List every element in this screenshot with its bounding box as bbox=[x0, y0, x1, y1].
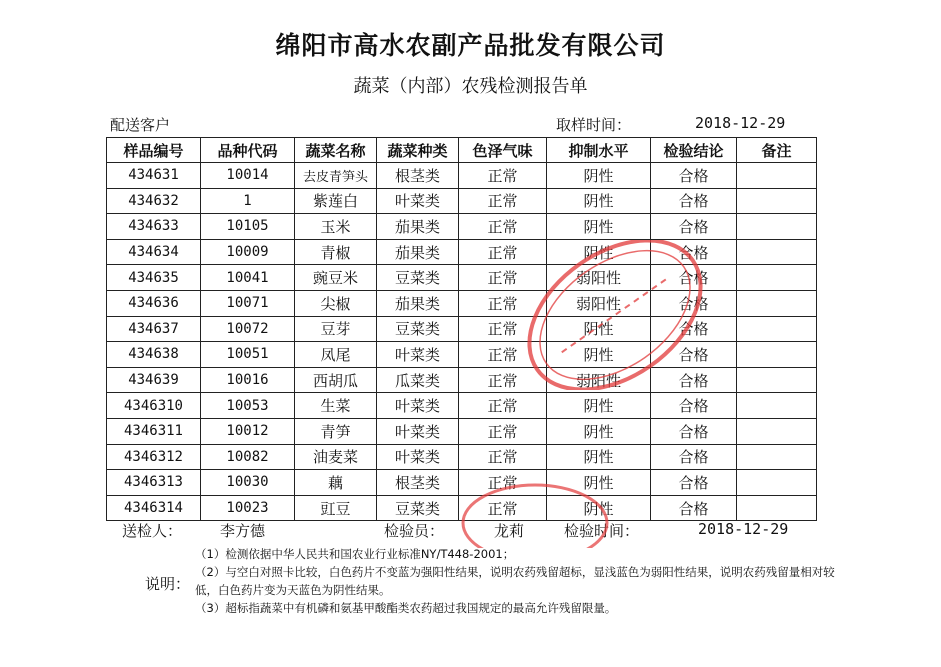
remark-cell bbox=[737, 290, 817, 316]
result-cell: 合格 bbox=[651, 393, 737, 419]
vegetable-name-cell: 紫莲白 bbox=[295, 188, 377, 214]
color-smell-cell: 正常 bbox=[459, 290, 547, 316]
variety-code-cell: 10053 bbox=[201, 393, 295, 419]
remark-cell bbox=[737, 495, 817, 521]
vegetable-name-cell: 豇豆 bbox=[295, 495, 377, 521]
column-header: 品种代码 bbox=[201, 138, 295, 163]
vegetable-type-cell: 茄果类 bbox=[377, 214, 459, 240]
result-cell: 合格 bbox=[651, 316, 737, 342]
color-smell-cell: 正常 bbox=[459, 265, 547, 291]
sample-id-cell: 4346314 bbox=[107, 495, 201, 521]
note-line-3: （3）超标指蔬菜中有机磷和氨基甲酸酯类农药超过我国规定的最高允许残留限量。 bbox=[195, 601, 617, 615]
sample-time-label: 取样时间： bbox=[556, 116, 632, 134]
result-cell: 合格 bbox=[651, 444, 737, 470]
variety-code-cell: 10014 bbox=[201, 163, 295, 189]
table-row bbox=[107, 290, 817, 316]
result-cell: 合格 bbox=[651, 265, 737, 291]
sample-id-cell: 434635 bbox=[107, 265, 201, 291]
vegetable-type-cell: 茄果类 bbox=[377, 239, 459, 265]
sample-id-cell: 434632 bbox=[107, 188, 201, 214]
variety-code-cell: 10082 bbox=[201, 444, 295, 470]
color-smell-cell: 正常 bbox=[459, 367, 547, 393]
vegetable-type-cell: 叶菜类 bbox=[377, 393, 459, 419]
sample-id-cell: 434633 bbox=[107, 214, 201, 240]
table-body bbox=[107, 163, 817, 521]
variety-code-cell: 10016 bbox=[201, 367, 295, 393]
sample-id-cell: 434638 bbox=[107, 342, 201, 368]
remark-cell bbox=[737, 444, 817, 470]
result-cell: 合格 bbox=[651, 495, 737, 521]
result-cell: 合格 bbox=[651, 163, 737, 189]
color-smell-cell: 正常 bbox=[459, 239, 547, 265]
submitter-name: 李方德 bbox=[220, 522, 266, 540]
inhibition-level-cell: 弱阳性 bbox=[547, 367, 651, 393]
result-cell: 合格 bbox=[651, 470, 737, 496]
table-row bbox=[107, 444, 817, 470]
vegetable-name-cell: 尖椒 bbox=[295, 290, 377, 316]
table-row bbox=[107, 470, 817, 496]
note-line-1: （1）检测依据中华人民共和国农业行业标准NY/T448-2001； bbox=[195, 547, 515, 561]
vegetable-name-cell: 凤尾 bbox=[295, 342, 377, 368]
inhibition-level-cell: 阴性 bbox=[547, 470, 651, 496]
remark-cell bbox=[737, 470, 817, 496]
variety-code-cell: 10023 bbox=[201, 495, 295, 521]
inspect-time-label: 检验时间： bbox=[564, 522, 640, 540]
column-header: 检验结论 bbox=[651, 138, 737, 163]
inhibition-level-cell: 阴性 bbox=[547, 163, 651, 189]
variety-code-cell: 1 bbox=[201, 188, 295, 214]
report-table bbox=[106, 137, 817, 521]
inhibition-level-cell: 阴性 bbox=[547, 214, 651, 240]
variety-code-cell: 10105 bbox=[201, 214, 295, 240]
vegetable-name-cell: 青椒 bbox=[295, 239, 377, 265]
vegetable-name-cell: 藕 bbox=[295, 470, 377, 496]
column-header: 蔬菜种类 bbox=[377, 138, 459, 163]
inspector-label: 检验员： bbox=[384, 522, 445, 540]
color-smell-cell: 正常 bbox=[459, 470, 547, 496]
note-line-2: （2）与空白对照卡比较，白色药片不变蓝为强阳性结果，说明农药残留超标，显浅蓝色为弱阳性结果，说明农药残留量相对较低，白色药片变为天蓝色为阴性结果。 bbox=[195, 565, 835, 597]
table-header-row bbox=[107, 138, 817, 163]
table-row bbox=[107, 418, 817, 444]
vegetable-type-cell: 根茎类 bbox=[377, 470, 459, 496]
table-row bbox=[107, 393, 817, 419]
vegetable-name-cell: 去皮青笋头 bbox=[295, 163, 377, 189]
table-row bbox=[107, 367, 817, 393]
color-smell-cell: 正常 bbox=[459, 163, 547, 189]
column-header: 备注 bbox=[737, 138, 817, 163]
color-smell-cell: 正常 bbox=[459, 188, 547, 214]
vegetable-name-cell: 西胡瓜 bbox=[295, 367, 377, 393]
inspector-name: 龙莉 bbox=[494, 522, 525, 540]
sample-id-cell: 434637 bbox=[107, 316, 201, 342]
result-cell: 合格 bbox=[651, 342, 737, 368]
vegetable-type-cell: 瓜菜类 bbox=[377, 367, 459, 393]
vegetable-name-cell: 青笋 bbox=[295, 418, 377, 444]
report-title: 蔬菜（内部）农残检测报告单 bbox=[353, 76, 588, 97]
vegetable-type-cell: 豆菜类 bbox=[377, 495, 459, 521]
vegetable-type-cell: 豆菜类 bbox=[377, 316, 459, 342]
vegetable-name-cell: 豆芽 bbox=[295, 316, 377, 342]
table-row bbox=[107, 495, 817, 521]
vegetable-name-cell: 油麦菜 bbox=[295, 444, 377, 470]
result-cell: 合格 bbox=[651, 367, 737, 393]
remark-cell bbox=[737, 316, 817, 342]
notes-block bbox=[195, 545, 835, 617]
vegetable-type-cell: 叶菜类 bbox=[377, 444, 459, 470]
sample-id-cell: 434639 bbox=[107, 367, 201, 393]
variety-code-cell: 10030 bbox=[201, 470, 295, 496]
sample-id-cell: 434634 bbox=[107, 239, 201, 265]
result-cell: 合格 bbox=[651, 239, 737, 265]
table-row bbox=[107, 316, 817, 342]
vegetable-type-cell: 叶菜类 bbox=[377, 418, 459, 444]
table-row bbox=[107, 214, 817, 240]
sample-id-cell: 4346311 bbox=[107, 418, 201, 444]
result-cell: 合格 bbox=[651, 214, 737, 240]
vegetable-type-cell: 叶菜类 bbox=[377, 342, 459, 368]
vegetable-type-cell: 叶菜类 bbox=[377, 188, 459, 214]
result-cell: 合格 bbox=[651, 290, 737, 316]
submitter-label: 送检人： bbox=[122, 522, 183, 540]
sample-id-cell: 434631 bbox=[107, 163, 201, 189]
color-smell-cell: 正常 bbox=[459, 444, 547, 470]
vegetable-name-cell: 玉米 bbox=[295, 214, 377, 240]
color-smell-cell: 正常 bbox=[459, 495, 547, 521]
table-row bbox=[107, 265, 817, 291]
inhibition-level-cell: 弱阳性 bbox=[547, 290, 651, 316]
result-cell: 合格 bbox=[651, 188, 737, 214]
variety-code-cell: 10072 bbox=[201, 316, 295, 342]
table-row bbox=[107, 239, 817, 265]
company-title: 绵阳市高水农副产品批发有限公司 bbox=[275, 31, 666, 60]
column-header: 色泽气味 bbox=[459, 138, 547, 163]
inhibition-level-cell: 阴性 bbox=[547, 444, 651, 470]
color-smell-cell: 正常 bbox=[459, 316, 547, 342]
inhibition-level-cell: 阴性 bbox=[547, 418, 651, 444]
sample-id-cell: 4346313 bbox=[107, 470, 201, 496]
variety-code-cell: 10071 bbox=[201, 290, 295, 316]
color-smell-cell: 正常 bbox=[459, 342, 547, 368]
color-smell-cell: 正常 bbox=[459, 418, 547, 444]
vegetable-type-cell: 茄果类 bbox=[377, 290, 459, 316]
column-header: 抑制水平 bbox=[547, 138, 651, 163]
vegetable-type-cell: 豆菜类 bbox=[377, 265, 459, 291]
inhibition-level-cell: 阴性 bbox=[547, 495, 651, 521]
sample-id-cell: 434636 bbox=[107, 290, 201, 316]
inhibition-level-cell: 阴性 bbox=[547, 393, 651, 419]
table-row bbox=[107, 163, 817, 189]
remark-cell bbox=[737, 367, 817, 393]
vegetable-name-cell: 生菜 bbox=[295, 393, 377, 419]
vegetable-name-cell: 豌豆米 bbox=[295, 265, 377, 291]
inhibition-level-cell: 阴性 bbox=[547, 239, 651, 265]
sample-time-value: 2018-12-29 bbox=[695, 114, 786, 132]
variety-code-cell: 10051 bbox=[201, 342, 295, 368]
remark-cell bbox=[737, 239, 817, 265]
variety-code-cell: 10012 bbox=[201, 418, 295, 444]
remark-cell bbox=[737, 214, 817, 240]
column-header: 蔬菜名称 bbox=[295, 138, 377, 163]
variety-code-cell: 10009 bbox=[201, 239, 295, 265]
table-row bbox=[107, 342, 817, 368]
remark-cell bbox=[737, 188, 817, 214]
color-smell-cell: 正常 bbox=[459, 214, 547, 240]
sample-id-cell: 4346310 bbox=[107, 393, 201, 419]
column-header: 样品编号 bbox=[107, 138, 201, 163]
inhibition-level-cell: 阴性 bbox=[547, 188, 651, 214]
remark-cell bbox=[737, 393, 817, 419]
remark-cell bbox=[737, 163, 817, 189]
vegetable-type-cell: 根茎类 bbox=[377, 163, 459, 189]
notes-label: 说明： bbox=[145, 575, 191, 593]
inhibition-level-cell: 阴性 bbox=[547, 316, 651, 342]
remark-cell bbox=[737, 265, 817, 291]
remark-cell bbox=[737, 342, 817, 368]
inhibition-level-cell: 阴性 bbox=[547, 342, 651, 368]
color-smell-cell: 正常 bbox=[459, 393, 547, 419]
table-row bbox=[107, 188, 817, 214]
client-label: 配送客户 bbox=[110, 116, 171, 134]
result-cell: 合格 bbox=[651, 418, 737, 444]
remark-cell bbox=[737, 418, 817, 444]
inspect-time-value: 2018-12-29 bbox=[698, 520, 789, 538]
inhibition-level-cell: 弱阳性 bbox=[547, 265, 651, 291]
variety-code-cell: 10041 bbox=[201, 265, 295, 291]
sample-id-cell: 4346312 bbox=[107, 444, 201, 470]
